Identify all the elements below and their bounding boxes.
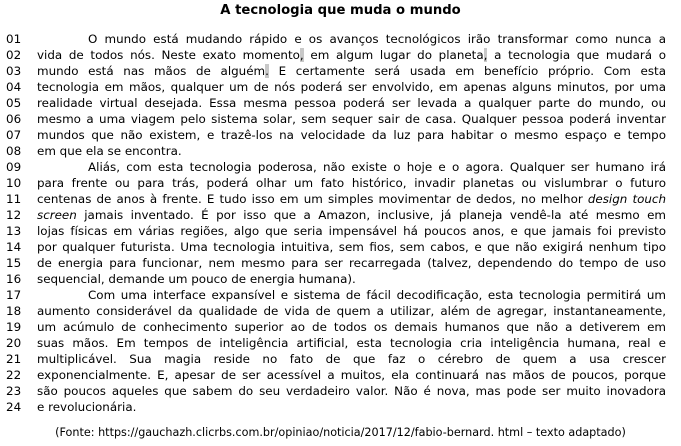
text-line	[0, 223, 681, 239]
line-text	[37, 271, 666, 287]
text-run: jamais inventado. É por isso que a Amazon, inclusive, já planeja vendê-la até mesmo em	[76, 208, 666, 222]
line-text	[37, 143, 666, 159]
text-line	[0, 319, 681, 335]
text-line	[0, 111, 681, 127]
line-number: 06	[6, 112, 22, 126]
text-run: centenas de anos à frente. E tudo isso em um simples movimentar de dedos, no melhor	[37, 192, 588, 206]
highlighted-punctuation: ,	[483, 48, 488, 62]
text-run: aumento considerável da qualidade de vida de quem a utilizar, além de agregar, instantaneamente,	[37, 304, 666, 318]
line-text	[37, 367, 666, 383]
line-number: 04	[6, 80, 22, 94]
line-number: 14	[6, 240, 22, 254]
highlighted-punctuation: ,	[299, 48, 304, 62]
line-number: 12	[6, 208, 22, 222]
line-number: 16	[6, 272, 22, 286]
line-number: 22	[6, 368, 22, 382]
text-run: tecnologia em mãos, qualquer um de nós poderá ser envolvido, em apenas alguns minutos, por uma	[37, 80, 666, 94]
text-run: mesmo a uma viagem pelo sistema solar, sem sequer sair de casa. Qualquer pessoa poderá inventar	[37, 112, 666, 126]
line-text	[37, 319, 666, 335]
text-run: realidade virtual desejada. Essa mesma pessoa poderá ser levada a qualquer parte do mundo, ou	[37, 96, 666, 110]
line-text	[37, 207, 666, 223]
line-text	[37, 159, 666, 175]
line-text	[37, 287, 666, 303]
text-line	[0, 367, 681, 383]
text-line	[0, 239, 681, 255]
line-number: 18	[6, 304, 22, 318]
text-run: suas mãos. Em tempos de inteligência artificial, esta tecnologia cria inteligência humana, real e	[37, 336, 666, 350]
text-line	[0, 335, 681, 351]
document-title: A tecnologia que muda o mundo	[220, 3, 461, 18]
text-run: em que ela se encontra.	[37, 144, 182, 158]
text-line	[0, 47, 681, 63]
line-text	[37, 111, 666, 127]
text-run: a tecnologia que mudará o	[487, 48, 666, 62]
text-line	[0, 143, 681, 159]
line-number: 03	[6, 64, 22, 78]
line-number: 13	[6, 224, 22, 238]
text-run: e revolucionária.	[37, 400, 137, 414]
text-line	[0, 79, 681, 95]
line-number: 15	[6, 256, 22, 270]
text-line	[0, 127, 681, 143]
line-number: 24	[6, 400, 22, 414]
text-line	[0, 31, 681, 47]
line-text	[37, 175, 666, 191]
text-line	[0, 351, 681, 367]
text-run: um acúmulo de conhecimento superior ao de todos os demais humanos que não a detiverem em	[37, 320, 666, 334]
line-text	[37, 47, 666, 63]
line-number: 09	[6, 160, 22, 174]
text-line	[0, 191, 681, 207]
text-run: O mundo está mudando rápido e os avanços tecnológicos irão transformar como nunca a	[88, 32, 666, 46]
line-text	[37, 95, 666, 111]
text-line	[0, 255, 681, 271]
text-run: E certamente será usada em benefício próprio. Com esta	[268, 64, 666, 78]
line-number: 10	[6, 176, 22, 190]
line-number: 07	[6, 128, 22, 142]
highlighted-punctuation: .	[265, 64, 269, 78]
text-run: vida de todos nós. Neste exato momento	[37, 48, 300, 62]
line-number: 19	[6, 320, 22, 334]
text-run: de energia para funcionar, nem mesmo para ser recarregada (talvez, dependendo do tempo de uso	[37, 256, 666, 270]
line-text	[37, 303, 666, 319]
italic-text: design touch	[587, 192, 666, 206]
text-run: para frente ou para trás, poderá olhar um fato histórico, invadir planetas ou vislumbrar o futuro	[37, 176, 666, 190]
text-run: mundo está nas mãos de alguém	[37, 64, 266, 78]
numbered-text-body	[0, 31, 681, 415]
line-number: 02	[6, 48, 22, 62]
text-run: mundos que não existem, e trazê-los na velocidade da luz para habitar o mesmo espaço e tempo	[37, 128, 666, 142]
text-run: lojas físicas em várias regiões, algo que seria impensável há poucos anos, e que jamais foi previsto	[37, 224, 666, 238]
text-line	[0, 303, 681, 319]
text-run: em algum lugar do planeta	[303, 48, 484, 62]
line-text	[37, 399, 666, 415]
text-line	[0, 63, 681, 79]
line-text	[37, 223, 666, 239]
line-text	[37, 191, 666, 207]
line-text	[37, 239, 666, 255]
text-line	[0, 399, 681, 415]
line-number: 20	[6, 336, 22, 350]
line-text	[37, 351, 666, 367]
source-citation: (Fonte: https://gauchazh.clicrbs.com.br/opiniao/noticia/2017/12/fabio-bernard. html – texto adaptado)	[55, 426, 626, 439]
text-run: multiplicável. Sua magia reside no fato de que faz o cérebro de quem a usa crescer	[37, 352, 666, 366]
line-text	[37, 31, 666, 47]
text-run: Com uma interface expansível e sistema de fácil decodificação, esta tecnologia permitirá um	[88, 288, 666, 302]
line-number: 21	[6, 352, 22, 366]
line-text	[37, 383, 666, 399]
italic-text: screen	[37, 208, 77, 222]
line-number: 08	[6, 144, 22, 158]
line-number: 23	[6, 384, 22, 398]
text-run: sequencial, demande um pouco de energia humana).	[37, 272, 356, 286]
line-text	[37, 127, 666, 143]
text-line	[0, 287, 681, 303]
text-line	[0, 271, 681, 287]
text-line	[0, 95, 681, 111]
text-line	[0, 175, 681, 191]
line-text	[37, 79, 666, 95]
line-number: 11	[6, 192, 22, 206]
line-number: 01	[6, 32, 22, 46]
line-text	[37, 255, 666, 271]
text-run: exponencialmente. E, apesar de ser acessível a muitos, ela continuará nas mãos de poucos, porque	[37, 368, 666, 382]
text-run: Aliás, com esta tecnologia poderosa, não existe o hoje e o agora. Qualquer ser humano irá	[88, 160, 666, 174]
line-number: 17	[6, 288, 22, 302]
line-text	[37, 335, 666, 351]
line-text	[37, 63, 666, 79]
text-run: por qualquer futurista. Uma tecnologia intuitiva, sem fios, sem cabos, e que não exigirá nenhum tipo	[37, 240, 666, 254]
line-number: 05	[6, 96, 22, 110]
text-line	[0, 383, 681, 399]
text-line	[0, 159, 681, 175]
text-run: são poucos aqueles que sabem do seu verdadeiro valor. Não é nova, mas pode ser muito inovadora	[37, 384, 666, 398]
text-line	[0, 207, 681, 223]
